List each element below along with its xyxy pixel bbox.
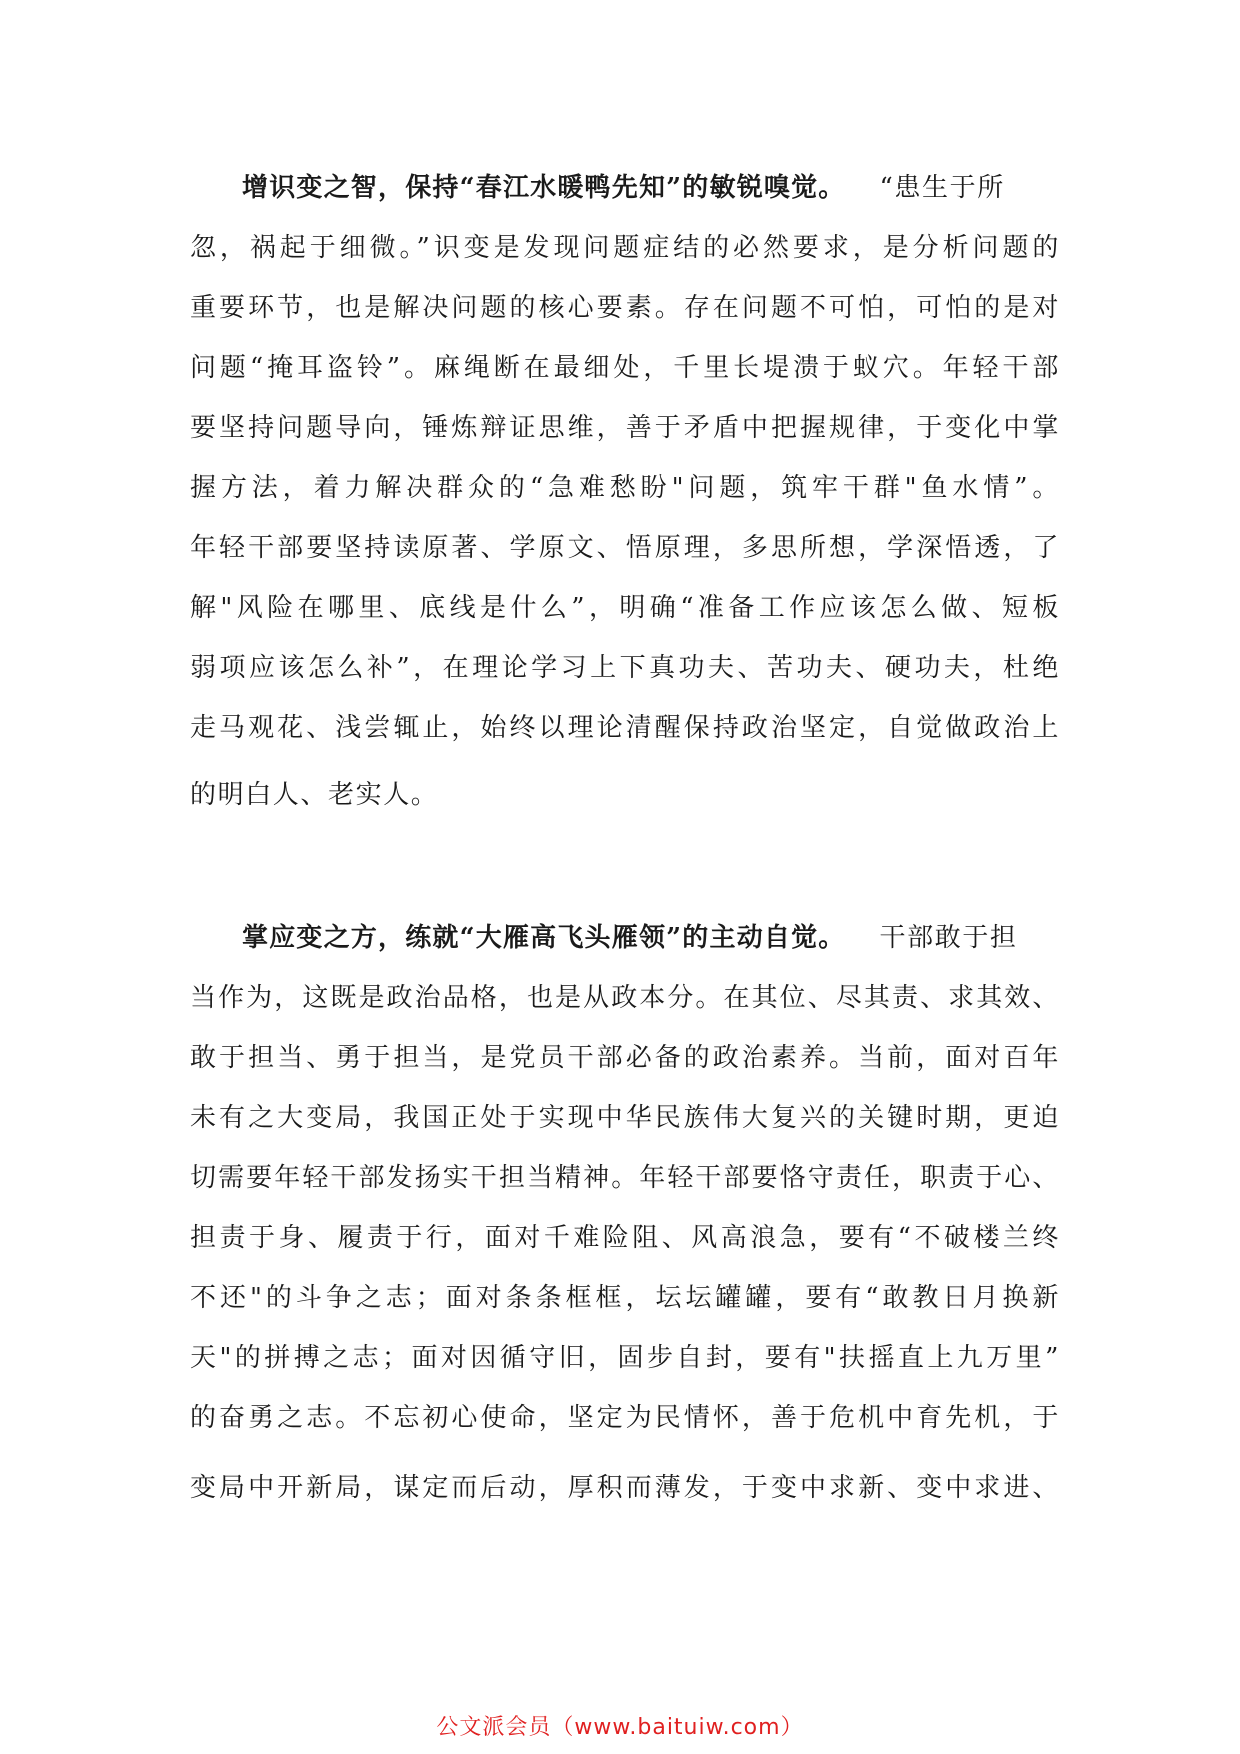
paragraph-2-first-line: [190, 918, 1060, 958]
paragraph-1-line: 要坚持问题导向，锤炼辩证思维，善于矛盾中把握规律，于变化中掌: [190, 413, 1060, 443]
paragraph-2-line: 未有之大变局，我国正处于实现中华民族伟大复兴的关键时期，更迫: [190, 1103, 1060, 1133]
paragraph-1-line: 的明白人、老实人。: [190, 780, 439, 810]
paragraph-1-first-line-text: “患生于所: [879, 173, 1005, 203]
paragraph-1-line: 握方法，着力解决群众的“急难愁盼"问题，筑牢干群"鱼水情”。: [190, 473, 1060, 503]
paragraph-2-line: 切需要年轻干部发扬实干担当精神。年轻干部要恪守责任，职责于心、: [190, 1163, 1060, 1193]
paragraph-1-first-line: [190, 168, 1060, 208]
paragraph-1-line: 年轻干部要坚持读原著、学原文、悟原理，多思所想，学深悟透，了: [190, 533, 1060, 563]
paragraph-1-line: 忽，祸起于细微。”识变是发现问题症结的必然要求，是分析问题的: [190, 233, 1060, 263]
paragraph-2-line: 天"的拼搏之志；面对因循守旧，固步自封，要有"扶摇直上九万里”: [190, 1343, 1060, 1373]
paragraph-2-first-line-text: 干部敢于担: [879, 923, 1018, 953]
paragraph-2-line: 不还"的斗争之志；面对条条框框，坛坛罐罐，要有“敢教日月换新: [190, 1283, 1060, 1313]
paragraph-1-line: 重要环节，也是解决问题的核心要素。存在问题不可怕，可怕的是对: [190, 293, 1060, 323]
paragraph-1-line: 走马观花、浅尝辄止，始终以理论清醒保持政治坚定，自觉做政治上: [190, 713, 1060, 743]
paragraph-2-line: 当作为，这既是政治品格，也是从政本分。在其位、尽其责、求其效、: [190, 983, 1060, 1013]
paragraph-2-line: 变局中开新局，谋定而后动，厚积而薄发，于变中求新、变中求进、: [190, 1473, 1060, 1503]
paragraph-2-heading: 掌应变之方，练就“大雁高飞头雁领”的主动自觉。: [242, 923, 846, 953]
paragraph-1-heading: 增识变之智，保持“春江水暖鸭先知”的敏锐嗅觉。: [242, 173, 846, 203]
paragraph-1-line: 问题“掩耳盗铃”。麻绳断在最细处，千里长堤溃于蚁穴。年轻干部: [190, 353, 1060, 383]
paragraph-1-line: 弱项应该怎么补”，在理论学习上下真功夫、苦功夫、硬功夫，杜绝: [190, 653, 1060, 683]
paragraph-2-line: 的奋勇之志。不忘初心使命，坚定为民情怀，善于危机中育先机，于: [190, 1403, 1060, 1433]
paragraph-2-line: 担责于身、履责于行，面对千难险阻、风高浪急，要有“不破楼兰终: [190, 1223, 1060, 1253]
footer-watermark: 公文派会员（www.baituiw.com）: [436, 1715, 804, 1740]
paragraph-2-line: 敢于担当、勇于担当，是党员干部必备的政治素养。当前，面对百年: [190, 1043, 1060, 1073]
paragraph-1-line: 解"风险在哪里、底线是什么”，明确“准备工作应该怎么做、短板: [190, 593, 1060, 623]
